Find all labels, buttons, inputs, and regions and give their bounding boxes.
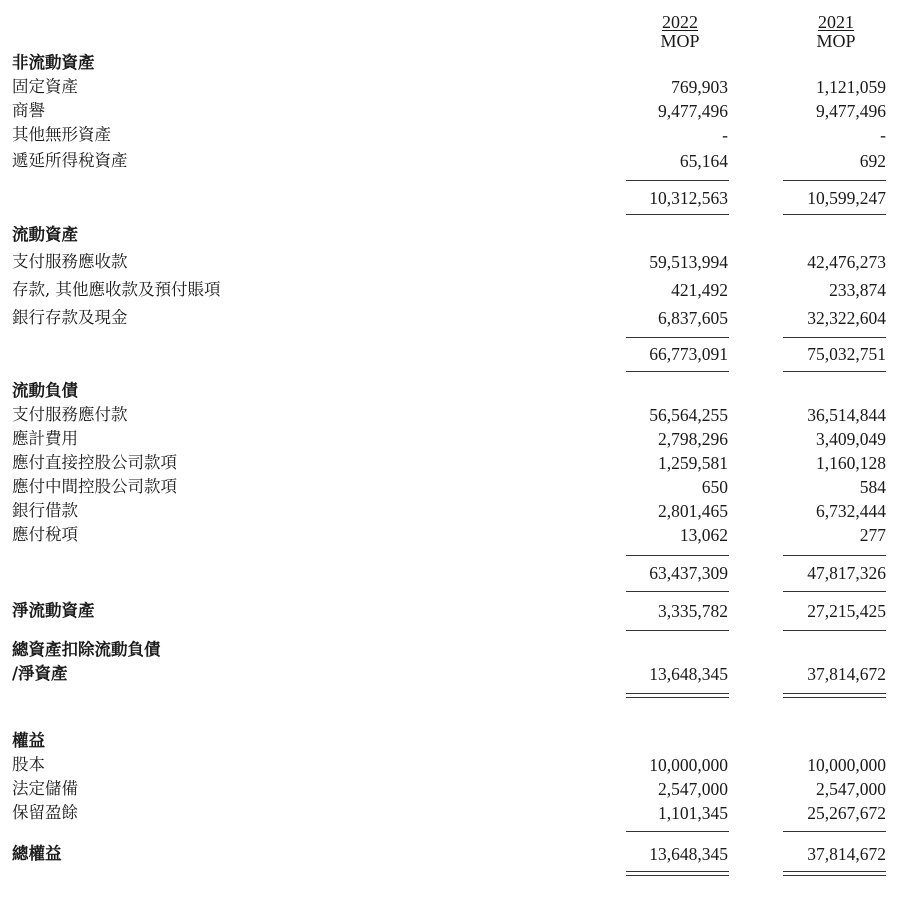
value-2021: - xyxy=(880,125,886,145)
subtotal-underline xyxy=(626,214,729,215)
value-2022: 421,492 xyxy=(671,280,728,300)
subtotal-underline xyxy=(783,214,886,215)
total-assets-less-cl-row xyxy=(0,663,903,685)
subtotal-rule xyxy=(783,831,886,832)
row-label: /淨資產 xyxy=(12,664,68,683)
row-label: 淨流動資產 xyxy=(12,601,95,620)
row-label: 應付稅項 xyxy=(12,525,78,544)
table-row xyxy=(0,778,903,800)
table-row xyxy=(0,404,903,426)
row-label: 支付服務應付款 xyxy=(12,405,128,424)
subtotal-2022: 63,437,309 xyxy=(649,563,728,583)
table-row xyxy=(0,124,903,146)
value-2022: 1,259,581 xyxy=(658,453,728,473)
row-label: 應付中間控股公司款項 xyxy=(12,477,177,496)
row-label: 支付服務應收款 xyxy=(12,252,128,271)
column-header-2021 xyxy=(796,13,876,51)
table-row xyxy=(0,524,903,546)
value-2022: 56,564,255 xyxy=(649,405,728,425)
table-row xyxy=(0,251,903,273)
value-2022: 2,801,465 xyxy=(658,501,728,521)
row-label: 固定資產 xyxy=(12,77,78,96)
value-2021: 37,814,672 xyxy=(807,844,886,864)
value-2021: 692 xyxy=(859,151,886,171)
value-2021: 27,215,425 xyxy=(807,601,886,621)
subtotal-underline xyxy=(783,591,886,592)
table-row xyxy=(0,802,903,824)
section-title: 流動資產 xyxy=(12,225,78,244)
subtotal-row xyxy=(0,187,903,209)
net-current-assets-row xyxy=(0,600,903,622)
row-label: 股本 xyxy=(12,755,45,774)
value-2021: 1,121,059 xyxy=(816,77,886,97)
value-2022: 13,648,345 xyxy=(649,844,728,864)
table-row xyxy=(0,150,903,172)
table-row xyxy=(0,476,903,498)
value-2021: 1,160,128 xyxy=(816,453,886,473)
row-label: 應計費用 xyxy=(12,429,78,448)
value-2022: 13,648,345 xyxy=(649,664,728,684)
subtotal-underline xyxy=(783,371,886,372)
subtotal-rule xyxy=(783,555,886,556)
value-2022: 2,547,000 xyxy=(658,779,728,799)
value-2021: 32,322,604 xyxy=(807,308,886,328)
subtotal-2022: 66,773,091 xyxy=(649,344,728,364)
value-2021: 9,477,496 xyxy=(816,101,886,121)
section-title: 流動負債 xyxy=(12,381,78,400)
value-2021: 37,814,672 xyxy=(807,664,886,684)
value-2021: 2,547,000 xyxy=(816,779,886,799)
row-label: 存款, 其他應收款及預付賬項 xyxy=(12,280,221,299)
subtotal-rule xyxy=(626,555,729,556)
value-2022: 59,513,994 xyxy=(649,252,728,272)
value-2021: 10,000,000 xyxy=(807,755,886,775)
value-2022: 13,062 xyxy=(679,525,728,545)
total-equity-row xyxy=(0,843,903,865)
value-2021: 277 xyxy=(859,525,886,545)
column-header-2022 xyxy=(640,13,720,51)
row-label: 其他無形資產 xyxy=(12,125,111,144)
row-label: 銀行借款 xyxy=(12,501,78,520)
double-underline xyxy=(783,693,886,698)
table-row xyxy=(0,754,903,776)
subtotal-2022: 10,312,563 xyxy=(649,188,728,208)
table-row xyxy=(0,307,903,329)
value-2022: 3,335,782 xyxy=(658,601,728,621)
value-2022: 650 xyxy=(701,477,728,497)
row-label: 總資產扣除流動負債 xyxy=(12,640,161,659)
value-2022: 2,798,296 xyxy=(658,429,728,449)
value-2021: 36,514,844 xyxy=(807,405,886,425)
row-label: 銀行存款及現金 xyxy=(12,308,128,327)
section-title-current-assets xyxy=(0,224,903,246)
section-title-non-current-assets xyxy=(0,52,903,74)
year-2021: 2021 xyxy=(818,12,854,32)
unit-2021: MOP xyxy=(816,31,856,51)
table-row xyxy=(0,500,903,522)
row-label: 商譽 xyxy=(12,101,45,120)
subtotal-underline xyxy=(626,630,729,631)
value-2021: 25,267,672 xyxy=(807,803,886,823)
subtotal-underline xyxy=(626,591,729,592)
subtotal-2021: 75,032,751 xyxy=(807,344,886,364)
section-title-equity xyxy=(0,730,903,752)
row-label: 法定儲備 xyxy=(12,779,78,798)
section-title-current-liabilities xyxy=(0,380,903,402)
section-title: 權益 xyxy=(12,731,45,750)
row-label: 總權益 xyxy=(12,844,62,863)
subtotal-row xyxy=(0,343,903,365)
value-2022: - xyxy=(722,125,728,145)
value-2022: 65,164 xyxy=(679,151,728,171)
subtotal-row xyxy=(0,562,903,584)
row-label: 保留盈餘 xyxy=(12,803,78,822)
value-2022: 1,101,345 xyxy=(658,803,728,823)
year-2022: 2022 xyxy=(662,12,698,32)
subtotal-rule xyxy=(626,337,729,338)
table-row xyxy=(0,76,903,98)
row-label: 應付直接控股公司款項 xyxy=(12,453,177,472)
subtotal-rule xyxy=(626,831,729,832)
unit-2022: MOP xyxy=(660,31,700,51)
table-row xyxy=(0,428,903,450)
subtotal-2021: 10,599,247 xyxy=(807,188,886,208)
double-underline xyxy=(626,871,729,876)
double-underline xyxy=(626,693,729,698)
value-2021: 3,409,049 xyxy=(816,429,886,449)
value-2021: 584 xyxy=(859,477,886,497)
value-2021: 6,732,444 xyxy=(816,501,886,521)
value-2022: 6,837,605 xyxy=(658,308,728,328)
double-underline xyxy=(783,871,886,876)
subtotal-rule xyxy=(783,180,886,181)
row-label: 遞延所得稅資產 xyxy=(12,151,128,170)
value-2022: 10,000,000 xyxy=(649,755,728,775)
value-2021: 42,476,273 xyxy=(807,252,886,272)
subtotal-rule xyxy=(626,180,729,181)
value-2021: 233,874 xyxy=(829,280,886,300)
subtotal-underline xyxy=(626,371,729,372)
table-row xyxy=(0,452,903,474)
subtotal-underline xyxy=(783,630,886,631)
value-2022: 769,903 xyxy=(671,77,728,97)
subtotal-2021: 47,817,326 xyxy=(807,563,886,583)
subtotal-rule xyxy=(783,337,886,338)
section-title: 非流動資產 xyxy=(12,53,95,72)
value-2022: 9,477,496 xyxy=(658,101,728,121)
table-row xyxy=(0,100,903,122)
table-row xyxy=(0,279,903,301)
total-assets-less-cl-label-row xyxy=(0,639,903,661)
